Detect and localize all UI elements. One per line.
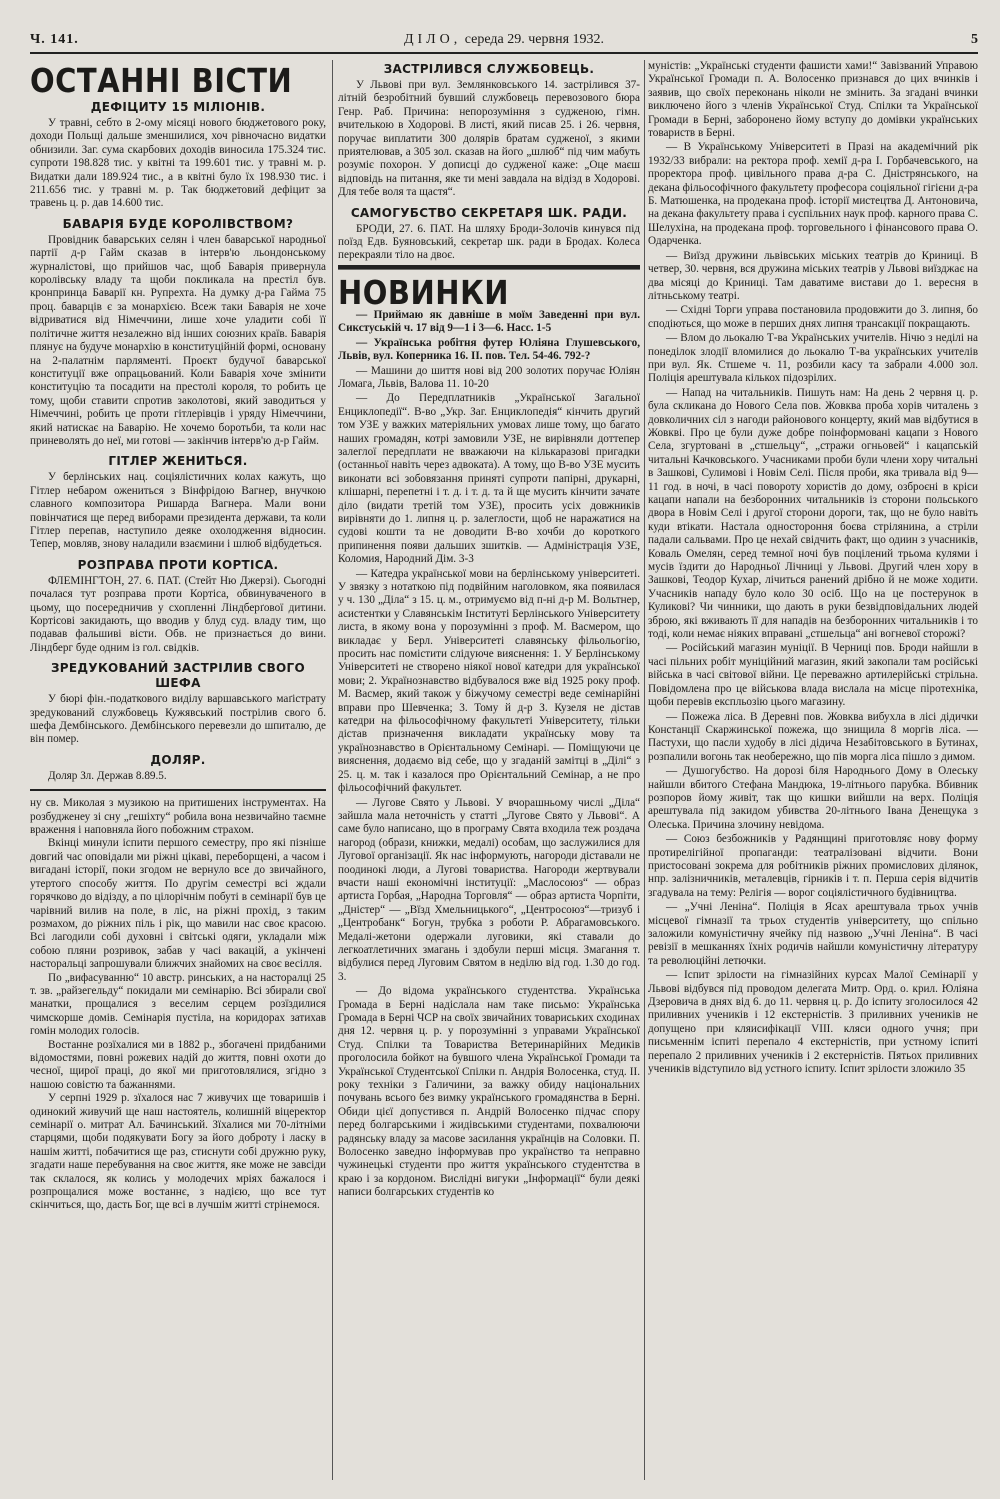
headline-clerk-suicide: ЗАСТРІЛИВСЯ СЛУЖБОВЕЦЬ. xyxy=(383,62,595,76)
feuilleton-divider xyxy=(30,789,326,791)
article-hitler: У берлінських нац. соціялістичних колах кажуть, що Гітлер небаром ожениться з Вінфрідою Вагнер, внучкою славного композитора Ришарда Вагнера. Мали вони повінчатися ще перед виборами президента держави, та коли Гітлер перепав, наступило деяке охолодження відносин. Тепер, мовляв, знову наладили взаємини і шлюб відбудеться. xyxy=(30,471,326,551)
column-2 xyxy=(338,60,640,1485)
news-item: — До відома українського студентства. Українська Громада в Берні надіслала нам таке письмо: Українська Громада в Берні ЧСР на своїх звичайних товариських сходинах дня 12. червня ц. р. у порозумінні з управами Української Студ. Спілки та Товариства Ветеринарійних Медиків проголосила бойкот на бувшого члена Української Громади та Української Студентської Спілки п. Андрія Волосенка, студ. II. року техніки з Галичини, за важку обиду національних почувань всього без вимку українського громадянства в Берні. Обиди цієї допустився п. Андрій Волосенко підчас спору перед болгарськими і жидівськими студентами, похвалюючи радянську владу за масове засилання українців на Соловки. П. Волосенко заведно інформував про українство та неправно чужинецькі студенти про життя українського студентства в краю і за кордоном. Вислідні вигуки „Інформації“ були деякі написи болгарських студентів ко xyxy=(338,985,640,1199)
article-deficit: У травні, себто в 2-ому місяці нового бюджетового року, доходи Польщі дальше зменшилися, хоч рівночасно видатки обнизили. Заг. сума скарбових доходів виносила 175.324 тис. супроти 198.828 тис. у квітні та 199.601 тис. у травні м. р. Видатки дали 189.924 тис., а в квітні було їх 198.930 тис. і 211.656 тис. у травні м. р. Так бюджетовий дефіцит за травень ц. р. дав 14.600 тис. xyxy=(30,117,326,210)
headline-secretary-suicide: САМОГУБСТВО СЕКРЕТАРЯ ШК. РАДИ. xyxy=(350,205,628,220)
issue-number: Ч. 141. xyxy=(30,32,79,47)
issue-date: середа 29. червня 1932. xyxy=(464,32,605,47)
page-number: 5 xyxy=(971,32,978,47)
news-item: — Машини до шиття нові від 200 золотих поручає Юліян Ломага, Львів, Валова 11. 10-20 xyxy=(338,364,640,390)
column-rule-2 xyxy=(644,60,645,1480)
column-1 xyxy=(30,60,326,1485)
column-3 xyxy=(648,60,978,1485)
feuilleton-paragraph: Вкінці минули іспити першого семестру, про які пізніше довгий час оповідали ми ріжні цікаві, переборщені, а часом і вигадані історії, поки згодом не вернуло все до звичайного, утертого способу життя. По другім семестрі всі ждали горячково до відізду, а по цілорічнім побуті в семінарії був це чарівний вилив на поле, в ліс, на ріжні прохід, з таким розмахом, до ріжних піль і рік, що мавили нас своє красою. Всі лагодили собі духовні і світські одяги, укладали між собою пляни розривок, забав у часі вакацій, а укінчені насторальці запрошували ближчих знайомих на своє весілля. xyxy=(30,837,326,971)
article-dollar: Доляр Зл. Держав 8.89.5. xyxy=(48,769,167,782)
news-item: — Українська робітня футер Юліяна Глушевського, Львів, вул. Коперника 16. II. пов. Тел. 54-46. 792-? xyxy=(338,336,640,363)
news-item: — Російський магазин муніції. В Черниці пов. Броди найшли в часі пільних робіт муніційний магазин, який закопали там російські війська в часі світової війни. Це переважно артилерійські стрільна. Повідомлена про це військова влада вислала на місце піротехніка, щоби перевів експльозію цього магазину. xyxy=(648,642,978,709)
article-curtis: ФЛЕМІНГТОН, 27. 6. ПАТ. (Стейт Ню Джерзі). Сьогодні почалася тут розправа проти Кортіса, обвинуваченого в цьому, що посередничив у схопленні Ліндберґової дитини. Кортісові закидають, що вводив у блуд суд. владу тим, що подавав фальшиві вісти. Обв. не признається до вини. Ліндберг буде одним із гол. свідків. xyxy=(30,574,326,654)
news-item: — Іспит зрілости на гімназійних курсах Малої Семінарії у Львові відбувся під проводом делегата Митр. Орд. о. крил. Юліяна Дзеровича в днях від 6. до 11. червня ц. р. До іспиту зголосилося 42 приливних учеників і 12 екстерністів. З приливних учеників не допущено при кляисифікації VIII. кляси одного учня; при письменнім іспиті перепало 4 екстерністів, при устному іспиті перепало 2 приливних учеників і 2 екстерністів. Пятьох приливних учеників відступило від устного іспиту. Іспит зрілости зложило 35 xyxy=(648,969,978,1076)
headline-hitler: ГІТЛЕР ЖЕНИТЬСЯ. xyxy=(108,454,248,469)
feuilleton-paragraph: Востанне розїхалися ми в 1882 р., збогачені придбаними відомостями, повні рожевих надій до життя, повні охоти до чесної, щирої праці, до якої ми приготовлялися, згідно з нашою совістю та бажаннями. xyxy=(30,1038,326,1091)
news-item: — Душогубство. На дорозі біля Народнього Дому в Олеську найшли вбитого Стефана Мандюка, 19-літнього парубка. Вбивник розпоров йому живіт, так що кишки вийшли на верх. Поліція арештувала під закидом убивства 20-літнього Івана Денещука з Олеська. Причина злочину невідома. xyxy=(648,765,978,831)
article-secretary-suicide: БРОДИ, 27. 6. ПАТ. На шляху Броди-Золочів кинувся під поїзд Едв. Буяновський, секретар шк. ради в Бродах. Колеса перекраяли тіло на двоє. xyxy=(338,222,640,262)
news-item: муністів: „Українські студенти фашисти хами!“ Завізваний Управою Української Громади п. А. Волосенко признався до цих вчинків і заявив, що своїх переконань ніколи не змінить. За згадані вчинки виключено його з членів Української Студ. Спілки та Української Громади в Берні, заборонено йому вступу до домівки українських товариств в Берні. xyxy=(648,60,978,140)
article-bavaria: Провідник баварських селян і член баварської народньої партії д-р Гайм сказав в інтерв'ю льондонському журналістові, що прийшов час, щоб Баварія привернула королівську владу та щоби покликала на престіл був. кронпринца Баварії кн. Рупрехта. На думку д-ра Гайма 75 проц. баварців є за монархією. Всеж таки Баварія не хоче відриватися від Німеччини, лише хоче уладити собі її політичне життя незалежно від інших союзних країв. Баварія плянує на будуче монархію в конституційній формі, основану на 2-палатнім парляменті. Проєкт будучої баварської конституції вже опрацьований. Коли Баварія хоче змінити конституцію та посадити на престолі короля, то робить це тому, щоби ставити спротив заколотові, який заводиться у Німеччині, робить це проти гітлерівців і уряду Німеччини, який натискає на Баварію. Не хочемо боротьби, та коли нас приневолять до неї, ми готові — закінчив інтерв'ю д-р Гайм. xyxy=(30,233,326,447)
section-title-latest-news: ОСТАННІ ВІСТИ xyxy=(30,60,293,100)
news-item: — Східні Торги управа постановила продовжити до 3. липня, бо сподіються, що може в перших днях липня трансакції покращають. xyxy=(648,304,978,330)
feuilleton-paragraph: По „вифасуванню“ 10 австр. ринських, а на насторалці 25 т. зв. „райзегельду“ покидали ми семінарію. Всі збирали свої манатки, прощалися з веселим серцем розїздилися чимскорше домів. Семінарія пустіла, на коридорах затихав гомін молодих голосів. xyxy=(30,971,326,1038)
news-item: — До Передплатників „Української Загальної Енциклопедії“. В-во „Укр. Заг. Енциклопедія“ кінчить другий том УЗЕ у важких матеріяльних умовах лише тому, що багато наших громадян, котрі замовили УЗЕ, не вирівняли доттепер залеглої передплати не вважаючи на кількаразові пригадки (останньої навіть через адвоката). А тому, що В-во УЗЕ мусить виконати всі зобовязання приняті супроти папірні, друкарні, клішарні, перепетні і т. д. і т. д. та й ще мусить кінчити зачате діло (видати третій том УЗЕ), просить усіх довжників вирівняти до 1. липня ц. р. залеглости, щоб не наражатися на судові кошти та не доводити В-во хочби до короткого припинення появи дальших зшитків. — Адміністрація УЗЕ, Коломия, Народний Дім. 3-3 xyxy=(338,392,640,566)
news-item: — Напад на читальників. Пишуть нам: На день 2 червня ц. р. була скликана до Нового Села пов. Жовква проба хорів читалень з довколичних сіл з нагоди районового концерту, який мав відбутися в Жовкві. Про це були дуже добре поінформовані кацапи з Нового Села, згуртовані в „стшельцу“, „стражи огньовей“ і кацапській читальні Качковського. Учасниками проби були члени хору читальні в Зашкові, Сулимові і Новім Селі. Після проби, яка тривала від 9—11 год. в ночі, в часі повороту хористів до дому, озброєні в кріси кацапи напали на безборонних читальників із сторони польського двора в Новім Селі і другої сторони дороги, так, що не було навіть куди втікати. Настала одностороння боєва стрілянина, а стріли падали сальвами. Про це нехай свідчить факт, що одиин з учасників, Коваль Омелян, серед темної ночі був поцілений трьома кулями і мусів їздити до Народньої Лічниці у Львові. Другий член хору в Зашкові, Теодор Кухар, лічиться ранений дрібно й не може ходити. Учасників нападу було коло 30 осіб. Що на це постерунок в Куликові? Чи чинники, що дають в руки безвідповідальних людей зброю, які вживають її для нападів на безборонних читальників і то тоді, коли немає ніяких вправані „стшельца“ ані вогневої сторожі? xyxy=(648,386,978,641)
article-clerk-suicide: У Львові при вул. Землянковського 14. застрілився 37-літній безробітний бувший службовець перевозового бюра Генр. Раб. Причина: непорозуміння з судженою, гімн. вчителькою в Ходорові. В листі, який писав 25. і 26. червня, поручає виплатити 300 долярів братам судженої, з якими приятелював, а 305 зол. сказав на його „шлюб“ під чим мабуть розуміє похорон. У дописці до судженої каже: „Оце маєш відповідь на питання, яке ти мені завдала на відізд в Ходорові. Для тебе воля та щастя“. xyxy=(338,79,640,199)
column-rule-1 xyxy=(332,60,333,1480)
news-item: — Виїзд дружини львівських міських театрів до Криниці. В четвер, 30. червня, вся дружина міських театрів у Львові виїзджає на два місяці до Криниці. Там даватиме вистави до 1. вересня в літньському театрі. xyxy=(648,249,978,302)
article-shooting: У бюрі фін.-податкового виділу варшавського маґістрату зредукований службовець Кужявський пострілив свого б. шефа Дембінського. Дембінського перевезли до шпиталю, де він помер. xyxy=(30,693,326,746)
headline-deficit: ДЕФІЦИТУ 15 МІЛІОНІВ. xyxy=(90,100,266,114)
newspaper-title: ДІЛО, xyxy=(403,32,462,47)
news-item: — В Українському Університеті в Празі на академічний рік 1932/33 вибрали: на ректора проф. хемії д-ра І. Горбачевського, на проректора проф. цивільного права д-ра С. Дністрянського, на декана фільософічного факультету професора соціяльної гігієни д-ра Б. Матюшенка, на продекана проф. історії мистецтва Д. Антоновича, на декана факультету права і суспільних наук проф. карного права С. Шелухіна, на продекана проф. торговельного і фінансового права О. Одарченка. xyxy=(648,141,978,248)
news-item: — Катедра української мови на берлінському університеті. У звязку з нотаткою під подвійним наголовком, яка появилася у ч. 130 „Діла“ з 15. ц. м., отримуємо від п-ні д-р М. Вольтнер, асистентки у Славянськім Інституті Берлінського Університету листа, в якому вона у порозумінні з проф. М. Васмером, що викладає у Берл. Університеті славянську фільольогію, просить нас помістити слідуюче вияснення: 1. У Берлінському Університеті не створено ніякої нової катедри для української мови; 2. Українознавство відбувалося вже від 1925 року проф. М. Васмер, який також у біжучому семестрі веде семінарійні вправи про Шевченка; 3. Тому й д-р З. Кузеля не дістав катедри на фільософічному факультеті Університету, тільки дістав призначення викладати українську мову та українознавство в Орієнтальному Семінарі. — Поміщуючи це вияснення, додаємо від себе, що у згаданій замітці в „Ділі“ з 25. ц. м. так і казалося про Орієнтальний Семінар, а не про фільософічний факультет. xyxy=(338,567,640,795)
news-item: — Лугове Свято у Львові. У вчорашньому числі „Діла“ зайшла мала неточність у статті „Лугове Свято у Львові“. А саме було написано, що в програму Свята входила теж роздача нагород (образи, книжки, медалі) особам, що заслужилися для Лугової організації. Як нас інформують, нагороди діставали не поодинокі люди, а Лугові товариства. Нагороди жертвували вчасти наші економічні інституції: „Маслосоюз“ — образ артиста Горбая, „Народна Торговля“ — образ артиста Чорпіти, „Дністер“ — „Вїзд Хмельницького“, „Центросоюз“—тризуб і „Центробанк“ Богун, трубка з роботи Р. Абрагамовського. Медалі-жетони одержали луговики, які ставали до легкоатлетичних змагань і здобули перші місця. Змагання т. відбулися перед Луговим Святом в неділю від год. 1.30 до год. 3. xyxy=(338,796,640,983)
news-item: — Влом до льокалю Т-ва Українських учителів. Нічю з неділі на понеділок злодії вломилися до льокалю Т-ва українських учителів при вул. Як. Стшеме ч. 11, розбили касу та забрали 4.000 зол. Поліція арештувала кількох підозрілих. xyxy=(648,332,978,385)
news-item: — Союз безбожників у Радянщині приготовляє нову форму протирелігійної пропаганди: театралізовані відчити. Вони пристосовані зокрема для робітників ріжних промислових ділянок, нпр. залізничників, металевців, гірників і т. п. Перша серія відчитів згадувала на тему: Релігія — ворог соціялістичного будівництва. xyxy=(648,833,978,899)
masthead xyxy=(30,30,978,54)
headline-bavaria: БАВАРІЯ БУДЕ КОРОЛІВСТВОМ? xyxy=(62,216,294,231)
headline-dollar: ДОЛЯР. xyxy=(150,752,206,767)
masthead-center xyxy=(30,32,978,48)
news-item: — Пожежа ліса. В Деревні пов. Жовква вибухла в лісі дідички Констанції Скаржинської пожежа, що знищила 8 моргів ліса. — Пастухи, що пасли худобу в лісі дідича Незабітовського в Бутинах, розпалили вогонь так необережно, що пів морга ліса пішло з димом. xyxy=(648,710,978,763)
feuilleton-paragraph: ну св. Миколая з музикою на притишених інструментах. На розбудженеу зі сну „гешіхту“ робила вона незвичайно таємне враження і наповняла його побожним страхом. xyxy=(30,797,326,837)
news-item: — Приймаю як давніше в моїм Заведенні при вул. Сикстуській ч. 17 від 9—1 і 3—6. Насс. 1-5 xyxy=(338,308,640,335)
feuilleton-paragraph: У серпні 1929 р. зїхалося нас 7 живучих ще товаришів і одинокий живучий ще наш настоятель, колишній віцеректор семінарії о. митрат Ал. Бачинський. Зїхалися ми 70-літніми старцями, щоби подякувати Богу за його доброту і ласку в нашім житті, побачитися ще раз, стиснути собі дружню руку, згадати наше перебування на своє життя, яке може не завсіди так склалося, як колись у молодечих мріях бажалося і розпрощалися може востаннє, з надією, що все тут скінчиться, що, дасть Бог, ще всі в лучшім житті стрінемося. xyxy=(30,1092,326,1212)
headline-curtis: РОЗПРАВА ПРОТИ КОРТІСА. xyxy=(77,557,279,572)
section-title-news: НОВИНКИ xyxy=(338,265,640,311)
news-item: — „Учні Леніна“. Поліція в Ясах арештувала трьох учнів місцевої гімназії та трьох студентів університету, що спільно заложили комуністичну ячейку під назвою „Учні Леніна“. В часі ревізії в мешканнях їхніх родичів найшли комуністичну літературу та революційні летючки. xyxy=(648,901,978,967)
headline-shooting: ЗРЕДУКОВАНИЙ ЗАСТРІЛИВ СВОГО ШЕФА xyxy=(50,661,305,691)
